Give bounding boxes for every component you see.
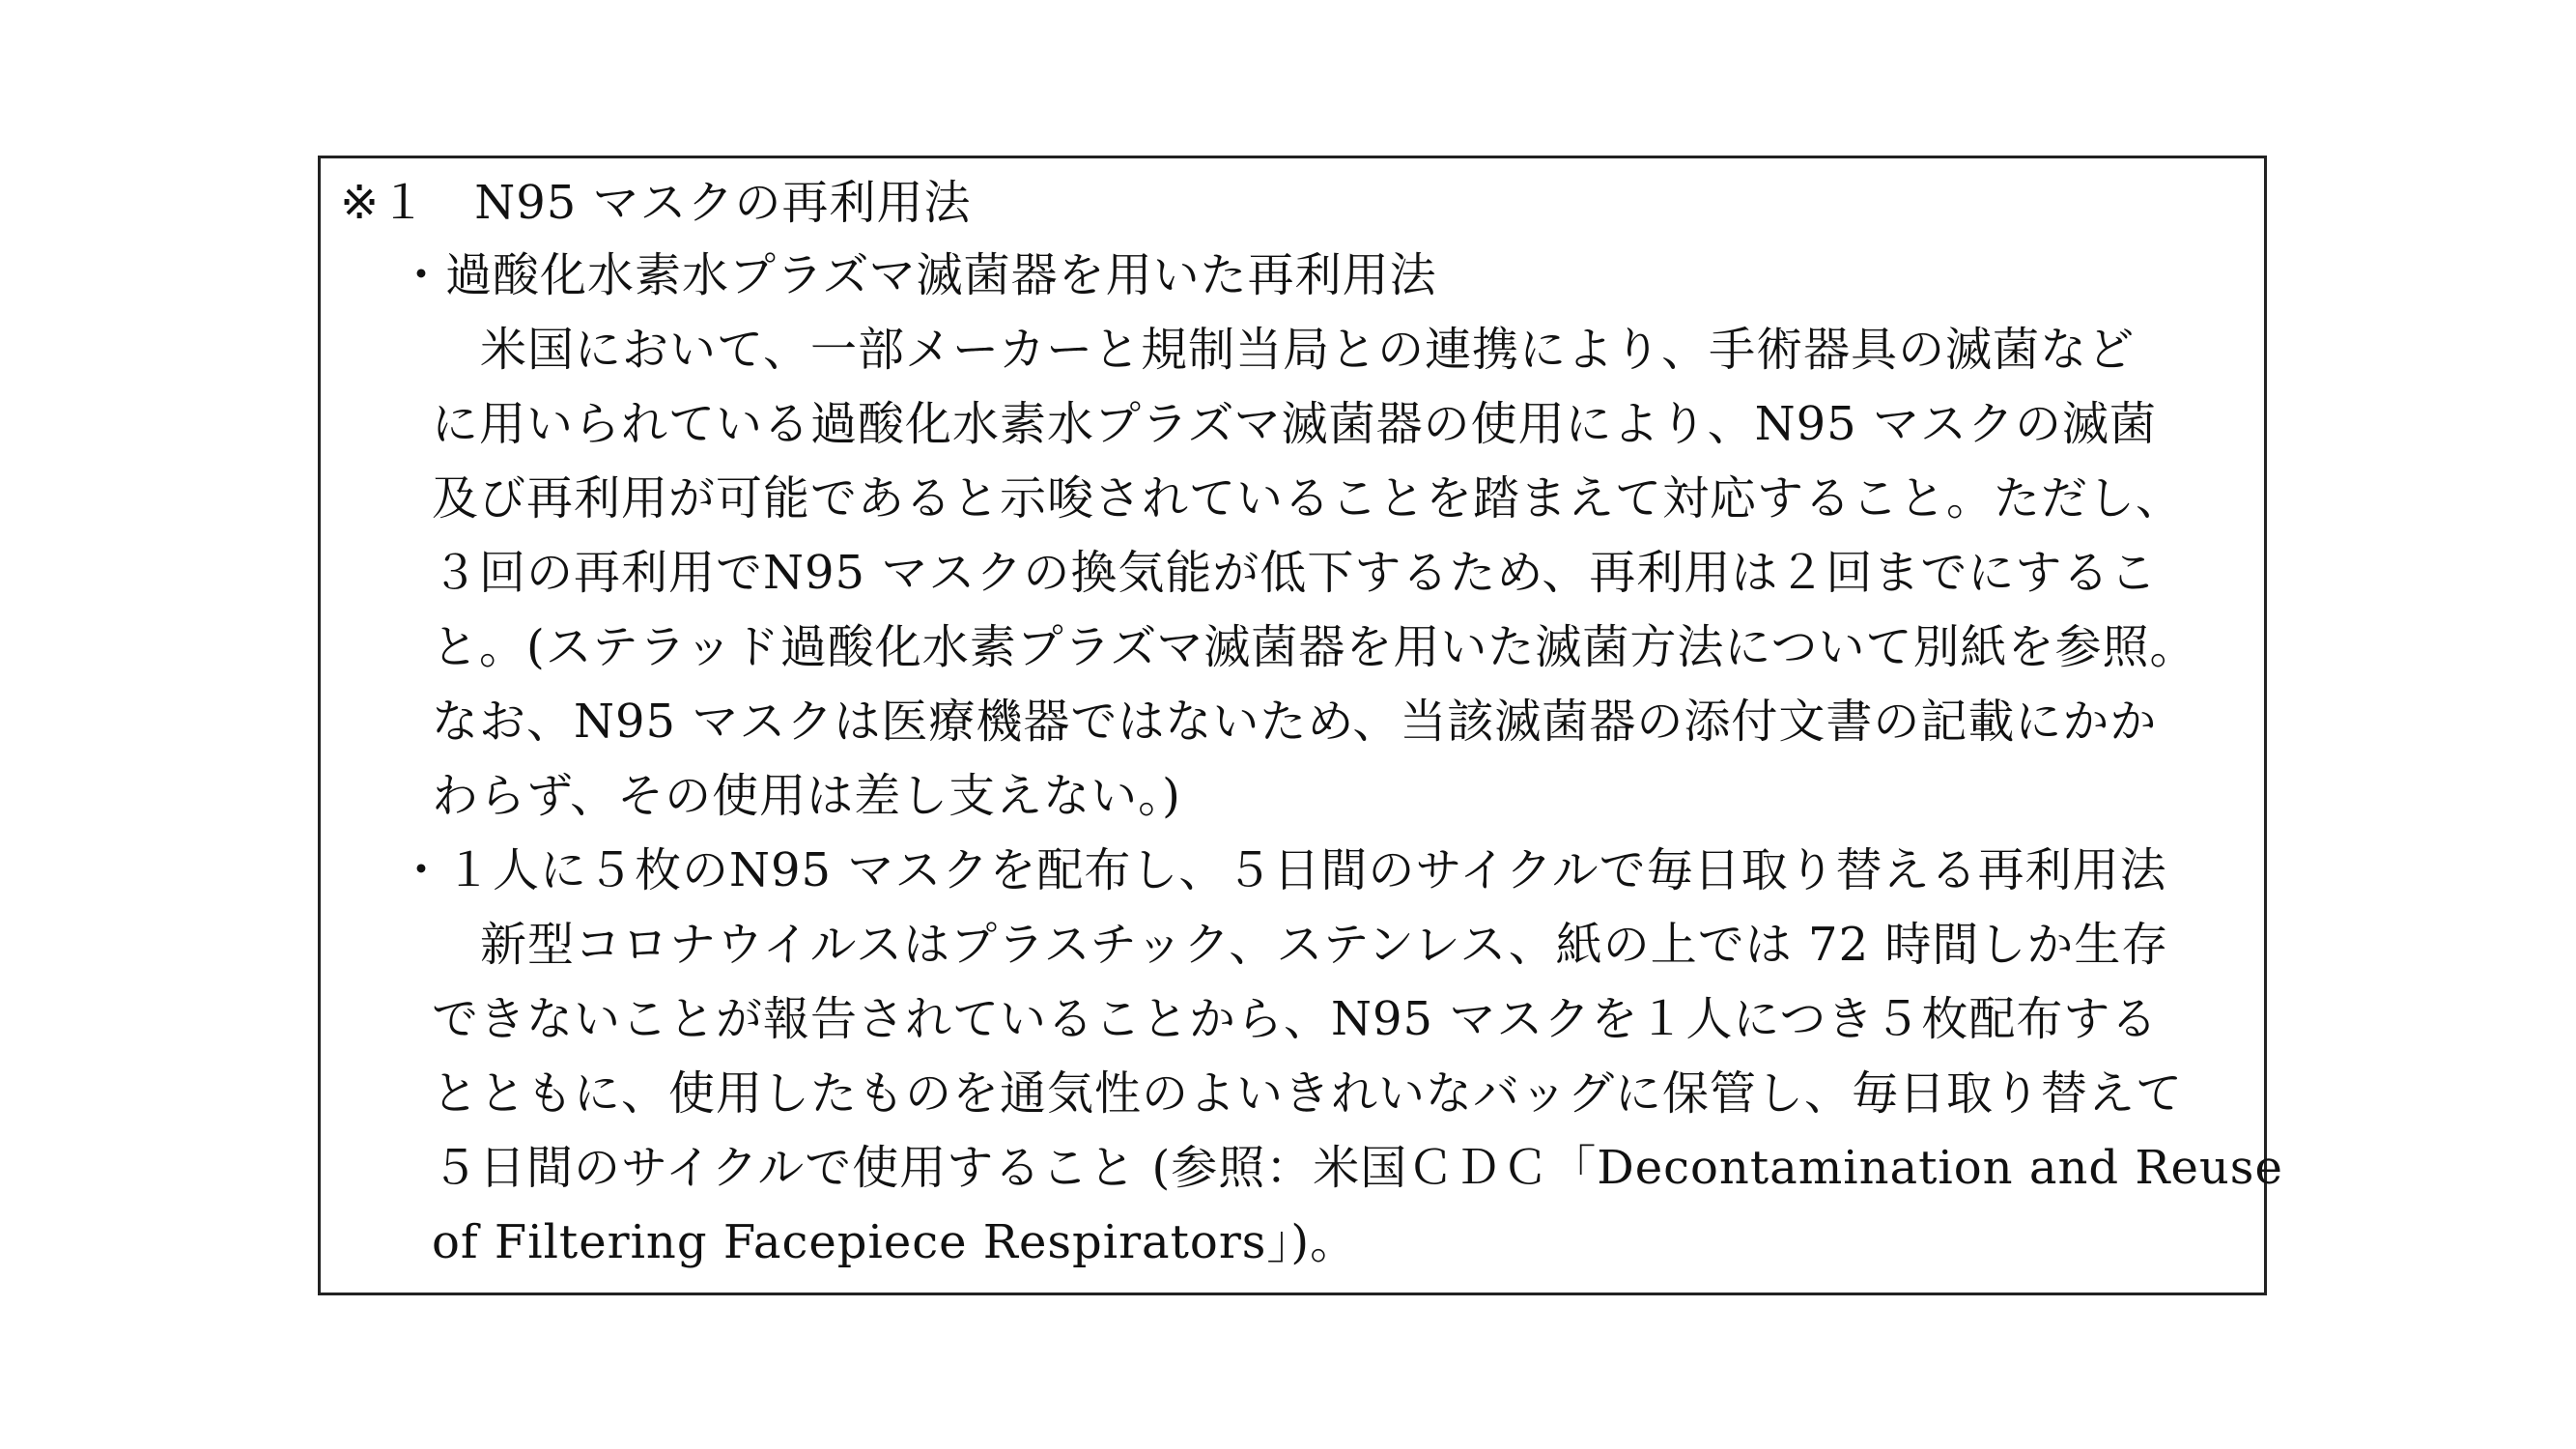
section1-line: 米国において、一部メーカーと規制当局との連携により、手術器具の滅菌など xyxy=(480,323,2136,377)
section2-line: できないことが報告されていることから、N95 マスクを１人につき５枚配布する xyxy=(432,992,2159,1046)
section2-line: ５日間のサイクルで使用すること (参照：米国ＣＤＣ「Decontamination and Reuse xyxy=(432,1141,2283,1195)
section1-line: 及び再利用が可能であると示唆されていることを踏まえて対応すること。ただし、 xyxy=(432,471,2184,526)
section2-line: とともに、使用したものを通気性のよいきれいなバッグに保管し、毎日取り替えて xyxy=(432,1066,2184,1121)
section2-line: 新型コロナウイルスはプラスチック、ステンレス、紙の上では 72 時間しか生存 xyxy=(480,918,2169,972)
section1-bullet: ・過酸化水素水プラズマ滅菌器を用いた再利用法 xyxy=(398,248,1437,302)
section1-line: わらず、その使用は差し支えない。) xyxy=(432,769,1181,823)
note-heading: ※１ N95 マスクの再利用法 xyxy=(340,176,972,230)
note-box xyxy=(318,156,2283,1295)
section1-line: と。(ステラッド過酸化水素プラズマ滅菌器を用いた滅菌方法について別紙を参照。 xyxy=(432,620,2197,674)
section2-line: of Filtering Facepiece Respirators」)。 xyxy=(432,1215,1358,1269)
section1-line: ３回の再利用でN95 マスクの換気能が低下するため、再利用は２回までにするこ xyxy=(432,546,2158,600)
section2-bullet: ・１人に５枚のN95 マスクを配布し、５日間のサイクルで毎日取り替える再利用法 xyxy=(398,843,2167,897)
section1-line: なお、N95 マスクは医療機器ではないため、当該滅菌器の添付文書の記載にかか xyxy=(432,695,2158,749)
section1-line: に用いられている過酸化水素水プラズマ滅菌器の使用により、N95 マスクの滅菌 xyxy=(432,397,2157,451)
